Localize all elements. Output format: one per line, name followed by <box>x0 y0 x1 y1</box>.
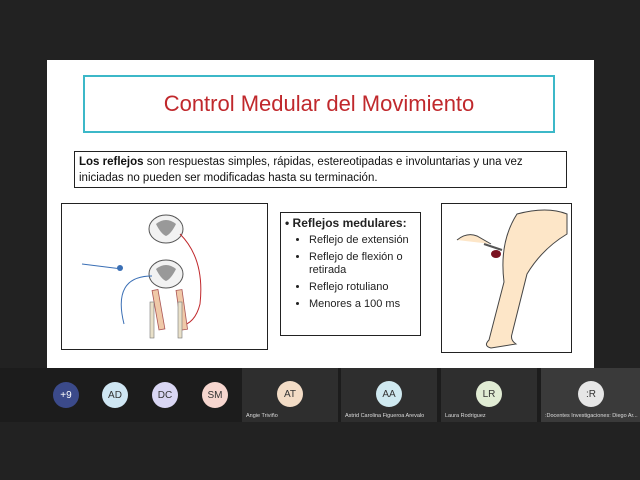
list-item: • Reflejo de flexión o retirada <box>309 251 416 277</box>
participant-avatar[interactable]: SM <box>202 382 228 408</box>
spinal-reflex-diagram <box>61 203 268 350</box>
participant-name: Laura Rodriguez <box>445 413 486 419</box>
participant-tile[interactable] <box>242 368 338 422</box>
participant-name: Angie Triviño <box>246 413 278 419</box>
presentation-slide <box>47 60 594 368</box>
participant-tile[interactable] <box>341 368 437 422</box>
list-item: • Reflejo de extensión <box>309 234 416 247</box>
participant-avatar: :R <box>578 381 604 407</box>
participant-avatar: AT <box>277 381 303 407</box>
list-item: • Menores a 100 ms <box>309 298 416 311</box>
participant-avatar: AA <box>376 381 402 407</box>
participant-avatar[interactable]: AD <box>102 382 128 408</box>
participant-tile[interactable] <box>441 368 537 422</box>
list-item: • Reflejo rotuliano <box>309 281 416 294</box>
definition-box <box>74 151 567 188</box>
slide-title-box <box>83 75 555 133</box>
list-heading: • Reflejos medulares: <box>285 216 407 230</box>
more-participants-button[interactable]: +9 <box>53 382 79 408</box>
participant-name: :Docentes Investigaciones: Diego Ar... <box>545 413 638 419</box>
reflex-list <box>285 234 416 311</box>
definition-bold: Los reflejos <box>79 156 144 168</box>
knee-reflex-illustration <box>441 203 572 353</box>
participant-name: Astrid Carolina Figueroa Arevalo <box>345 413 425 419</box>
participant-avatar: LR <box>476 381 502 407</box>
slide-title: Control Medular del Movimiento <box>163 91 475 116</box>
reflex-list-box <box>280 212 421 336</box>
definition-text: son respuestas simples, rápidas, estereotipadas e involuntarias y una vez iniciadas no pueden ser modificadas hasta su terminación. <box>79 156 523 184</box>
participant-avatar[interactable]: DC <box>152 382 178 408</box>
participant-tile[interactable] <box>541 368 640 422</box>
